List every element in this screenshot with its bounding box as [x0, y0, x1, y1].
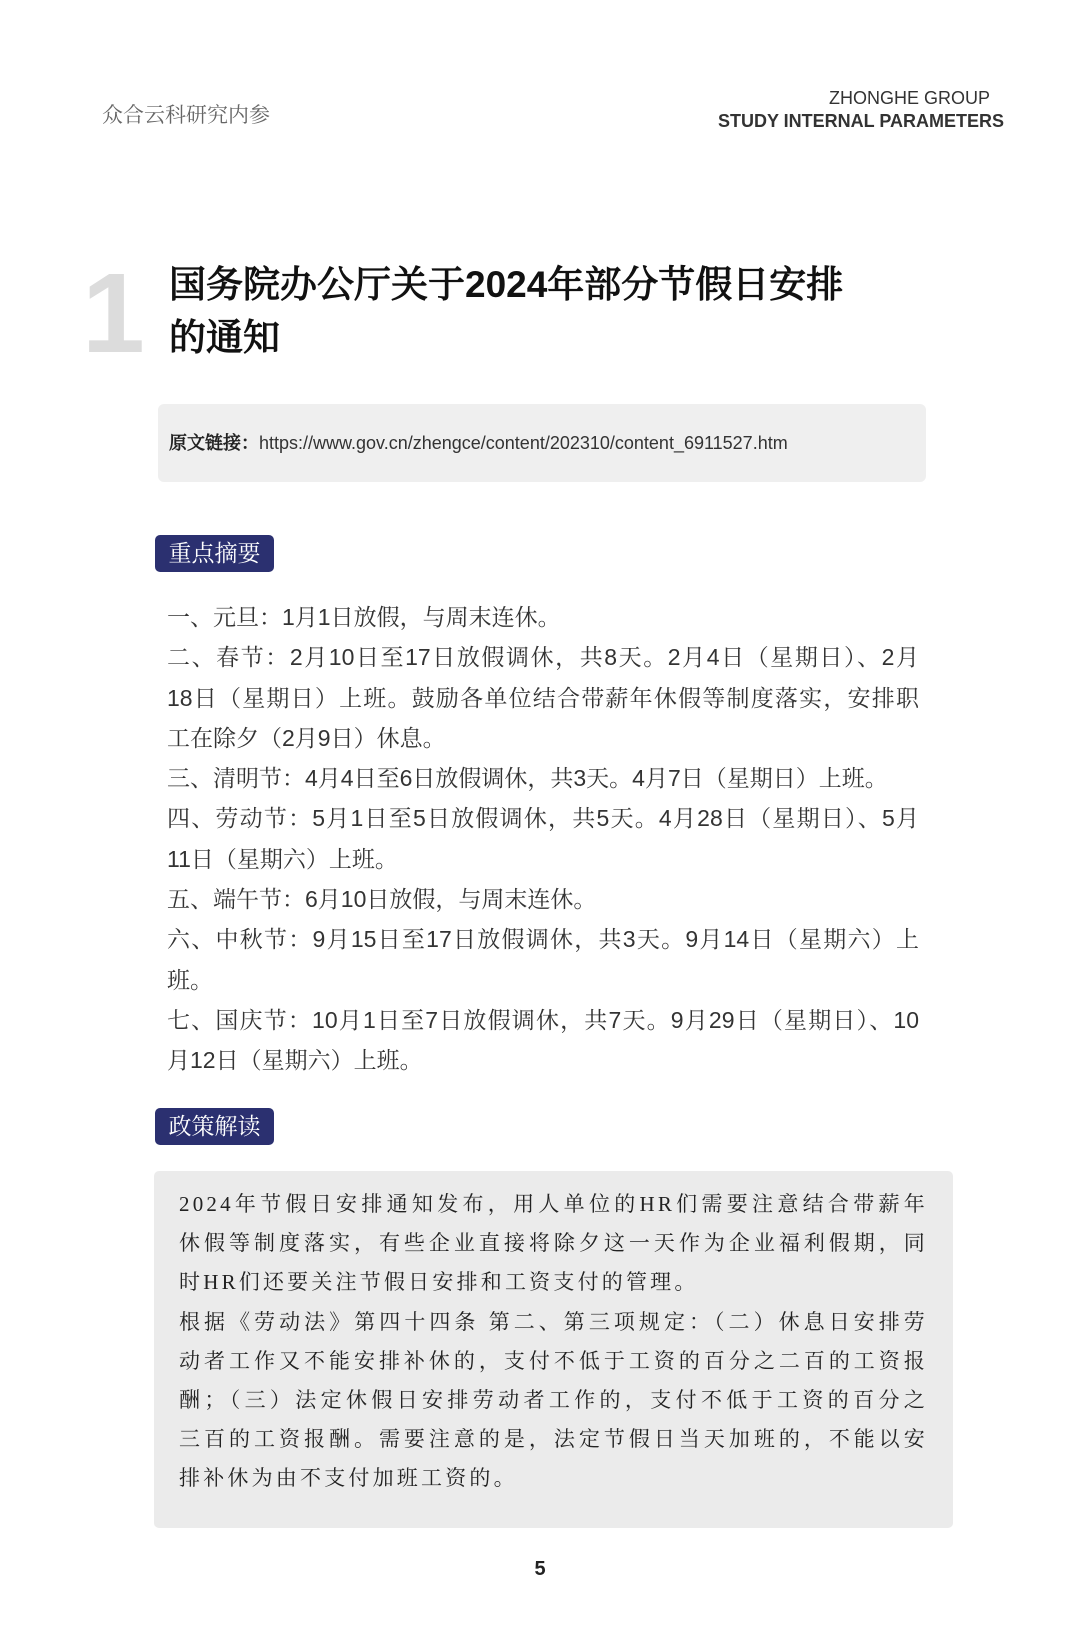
- summary-line: 六、中秋节：9月15日至17日放假调休，共3天。9月14日（星期六）上: [167, 926, 919, 953]
- summary-line: 班。: [167, 966, 213, 993]
- interpretation-line: 三百的工资报酬。需要注意的是，法定节假日当天加班的，不能以安: [179, 1427, 928, 1452]
- summary-line: 七、国庆节：10月1日至7日放假调休，共7天。9月29日（星期日）、10: [167, 1006, 919, 1033]
- interpretation-line: 根据《劳动法》第四十四条 第二、第三项规定：（二）休息日安排劳: [179, 1309, 928, 1334]
- header-group-name: ZHONGHE GROUP: [828, 88, 990, 108]
- interpretation-line: 排补休为由不支付加班工资的。: [179, 1466, 518, 1491]
- summary-line: 三、清明节：4月4日至6日放假调休，共3天。4月7日（星期日）上班。: [167, 765, 888, 792]
- source-link-url: https://www.gov.cn/zhengce/content/202310/content_6911527.htm: [259, 433, 788, 453]
- summary-line: 四、劳动节：5月1日至5日放假调休，共5天。4月28日（星期日）、5月: [167, 805, 919, 832]
- summary-item: [167, 798, 919, 879]
- section-number: 1: [82, 250, 145, 376]
- page-number: 5: [534, 1558, 546, 1580]
- summary-line: 18日（星期日）上班。鼓励各单位结合带薪年休假等制度落实，安排职: [167, 684, 919, 711]
- interpretation-line: 动者工作又不能安排补休的，支付不低于工资的百分之二百的工资报: [179, 1348, 928, 1373]
- summary-item: [167, 919, 919, 1000]
- summary-line: 工在除夕（2月9日）休息。: [167, 724, 446, 751]
- summary-item: [167, 879, 919, 919]
- summary-item: [167, 1000, 919, 1081]
- summary-item: [167, 597, 919, 637]
- interpretation-line: 2024年节假日安排通知发布，用人单位的HR们需要注意结合带薪年: [179, 1192, 928, 1216]
- summary-item: [167, 758, 919, 798]
- summary-line: 二、春节：2月10日至17日放假调休，共8天。2月4日（星期日）、2月: [167, 644, 919, 671]
- section-title-line: 国务院办公厅关于2024年部分节假日安排: [169, 264, 844, 305]
- summary-badge: 重点摘要: [155, 535, 274, 572]
- source-link-box: [158, 404, 926, 482]
- interpretation-line: 时HR们还要关注节假日安排和工资支付的管理。: [179, 1270, 699, 1295]
- source-link-label: 原文链接：: [169, 433, 259, 453]
- summary-line: 五、端午节：6月10日放假，与周末连休。: [167, 886, 597, 913]
- interpretation-line: 休假等制度落实，有些企业直接将除夕这一天作为企业福利假期，同: [179, 1231, 928, 1256]
- interpretation-paragraph: [179, 1185, 928, 1303]
- interpretation-line: 酬；（三）法定休假日安排劳动者工作的，支付不低于工资的百分之: [179, 1388, 928, 1413]
- summary-line: 月12日（星期六）上班。: [167, 1047, 423, 1074]
- section-title: [169, 258, 843, 364]
- summary-line: 11日（星期六）上班。: [167, 845, 398, 872]
- interpretation-text: [179, 1185, 928, 1499]
- interpretation-badge: 政策解读: [155, 1108, 274, 1145]
- header-publication-name: 众合云科研究内参: [102, 104, 270, 127]
- header-group-subtitle: STUDY INTERNAL PARAMETERS: [717, 111, 1004, 131]
- summary-list: [167, 597, 919, 1081]
- source-link-text: [169, 431, 788, 455]
- interpretation-box: [154, 1171, 953, 1528]
- interpretation-paragraph: [179, 1303, 928, 1499]
- section-title-line: 的通知: [169, 317, 280, 358]
- summary-line: 一、元旦：1月1日放假，与周末连休。: [167, 604, 561, 630]
- summary-item: [167, 637, 919, 758]
